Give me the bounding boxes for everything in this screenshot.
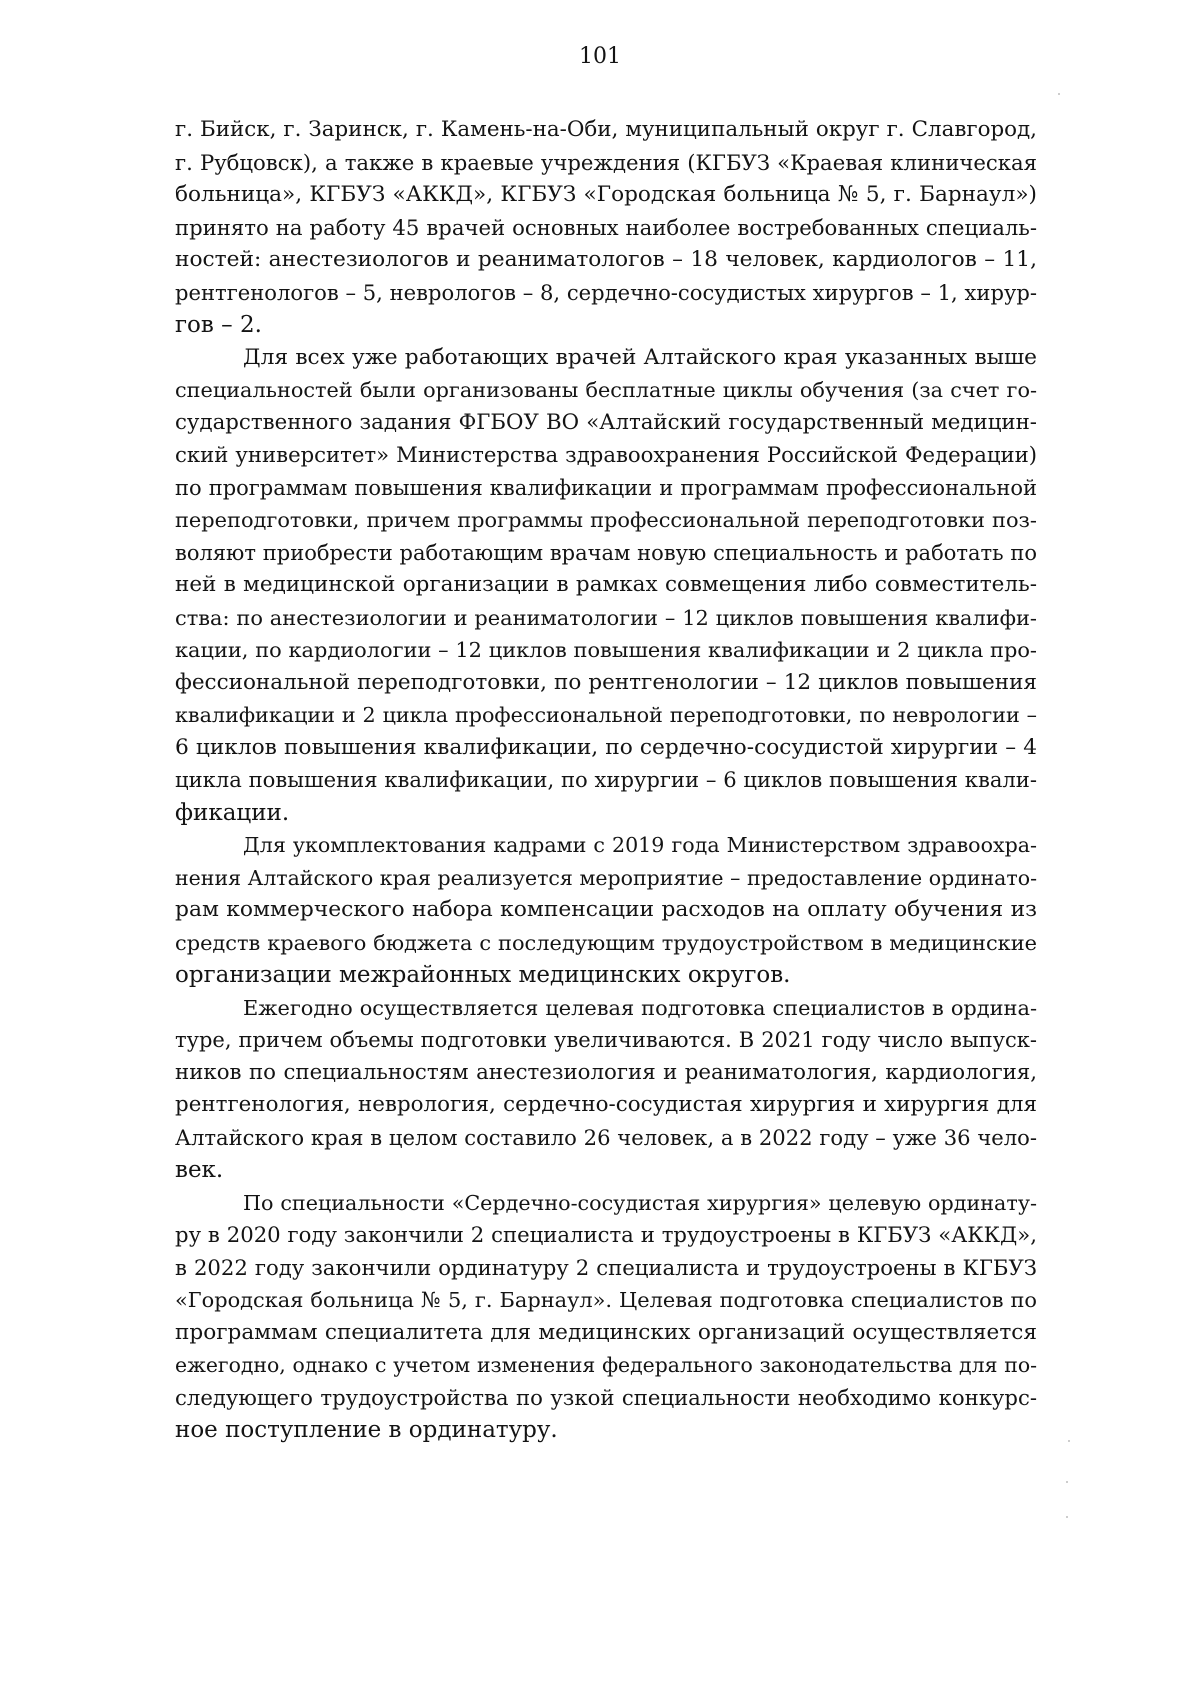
text-line: Для всех уже работающих врачей Алтайского края указанных выше [243,344,1037,370]
text-line: 6 циклов повышения квалификации, по сердечно-сосудистой хирургии – 4 [175,734,1037,760]
text-line: ней в медицинской организации в рамках совмещения либо совместитель- [175,572,1037,597]
text-line: больница», КГБУЗ «АККД», КГБУЗ «Городская больница № 5, г. Барнаул») [175,182,1037,207]
text-line: ное поступление в ординатуру. [175,1417,558,1443]
text-line: туре, причем объемы подготовки увеличиваются. В 2021 году число выпуск- [175,1028,1037,1052]
text-line: воляют приобрести работающим врачам новую специальность и работать по [175,540,1037,565]
text-line: по программам повышения квалификации и программам профессиональной [175,475,1037,500]
text-line: По специальности «Сердечно-сосудистая хирургия» целевую ординату- [243,1190,1037,1215]
text-line: рентгенология, неврология, сердечно-сосудистая хирургия и хирургия для [175,1092,1037,1117]
text-line: век. [175,1157,224,1183]
text-line: кации, по кардиологии – 12 циклов повышения квалификации и 2 цикла про- [175,638,1037,662]
scan-speck [1066,1481,1068,1483]
text-line: ежегодно, однако с учетом изменения федерального законодательства для по- [175,1353,1037,1377]
scan-speck [1058,93,1060,95]
text-line: Ежегодно осуществляется целевая подготовка специалистов в ордина- [243,995,1037,1020]
text-line: г. Рубцовск), а также в краевые учреждения (КГБУЗ «Краевая клиническая [175,149,1037,175]
text-line: программам специалитета для медицинских организаций осуществляется [175,1319,1037,1345]
text-line: ру в 2020 году закончили 2 специалиста и трудоустроены в КГБУЗ «АККД», [175,1222,1037,1247]
document-body [175,114,1037,1447]
text-line: рам коммерческого набора компенсации расходов на оплату обучения из [175,897,1037,922]
text-line: квалификации и 2 цикла профессиональной переподготовки, по неврологии – [175,703,1037,727]
scan-speck [1068,1440,1070,1442]
scan-speck [1066,1516,1068,1518]
text-line: рентгенологов – 5, неврологов – 8, сердечно-сосудистых хирургов – 1, хирур- [175,279,1037,305]
text-line: ства: по анестезиологии и реаниматологии – 12 циклов повышения квалифи- [175,605,1037,630]
text-line: г. Бийск, г. Заринск, г. Камень-на-Оби, муниципальный округ г. Славгород, [175,117,1037,142]
text-line: фикации. [175,799,290,826]
text-line: в 2022 году закончили ординатуру 2 специалиста и трудоустроены в КГБУЗ [175,1254,1037,1280]
text-line: гов – 2. [175,312,262,338]
text-line: фессиональной переподготовки, по рентгенологии – 12 циклов повышения [175,669,1037,695]
text-line: Алтайского края в целом составило 26 человек, а в 2022 году – уже 36 чело- [175,1124,1037,1150]
text-line: специальностей были организованы бесплатные циклы обучения (за счет го- [175,378,1037,402]
text-line: принято на работу 45 врачей основных наиболее востребованных специаль- [175,214,1037,240]
text-line: ностей: анестезиологов и реаниматологов – 18 человек, кардиологов – 11, [175,247,1037,272]
text-line: переподготовки, причем программы профессиональной переподготовки поз- [175,508,1037,532]
text-line: Для укомплектования кадрами с 2019 года Министерством здравоохра- [243,833,1037,857]
text-line: сударственного задания ФГБОУ ВО «Алтайский государственный медицин- [175,409,1037,435]
text-line: средств краевого бюджета с последующим трудоустройством в медицинские [175,930,1037,955]
text-line: ский университет» Министерства здравоохранения Российской Федерации) [175,442,1037,467]
text-line: ников по специальностям анестезиология и реаниматология, кардиология, [175,1059,1037,1085]
text-line: следующего трудоустройства по узкой специальности необходимо конкурс- [175,1384,1037,1410]
text-line: нения Алтайского края реализуется мероприятие – предоставление ординато- [175,865,1037,890]
text-line: «Городская больница № 5, г. Барнаул». Целевая подготовка специалистов по [175,1288,1037,1312]
text-line: цикла повышения квалификации, по хирургии – 6 циклов повышения квали- [175,767,1037,792]
page-number: 101 [579,44,621,69]
text-line: организации межрайонных медицинских округов. [175,962,791,988]
